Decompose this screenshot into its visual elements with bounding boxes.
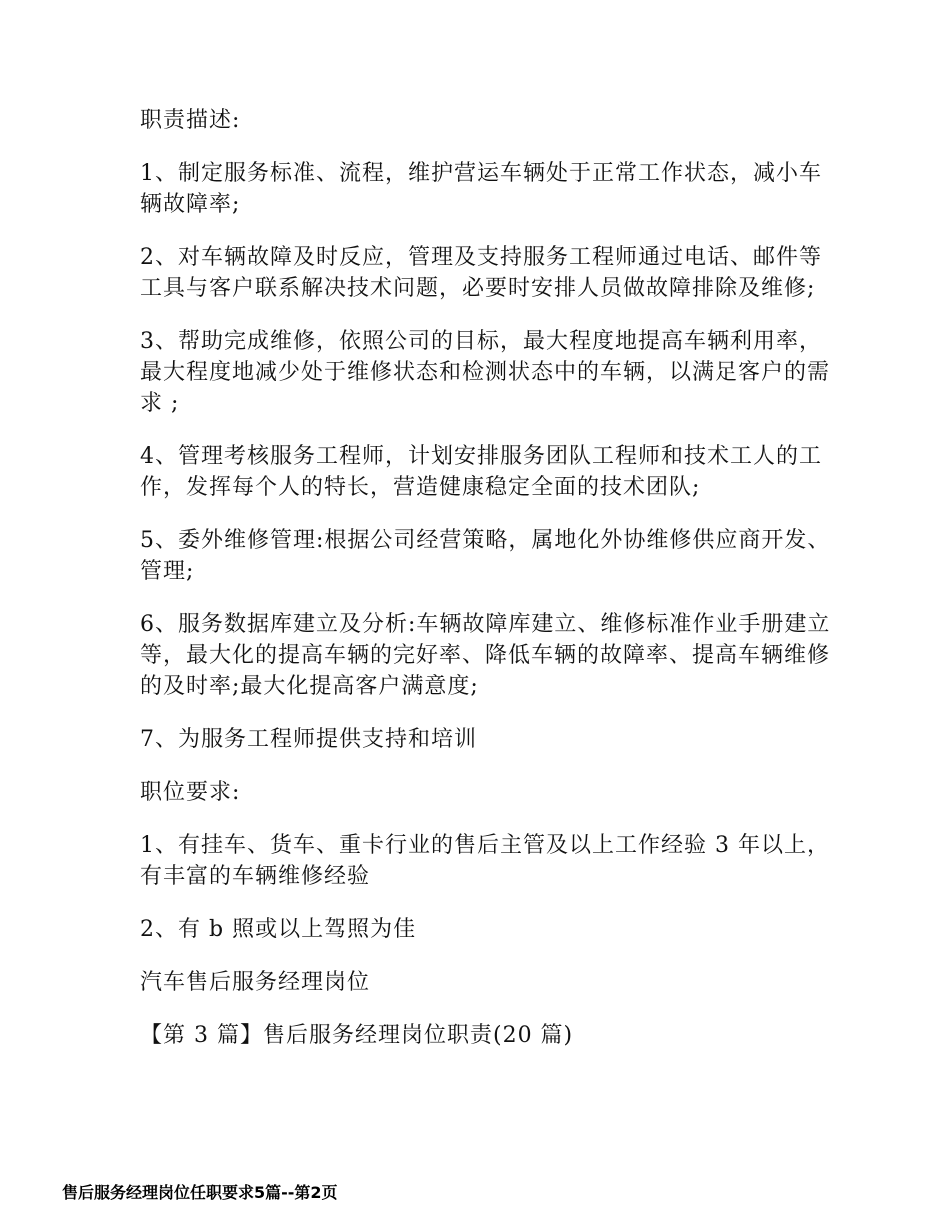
duty-item-7: 7、为服务工程师提供支持和培训 [140, 727, 477, 752]
document-body [140, 105, 840, 1073]
duty-item-6: 6、服务数据库建立及分析:车辆故障库建立、维修标准作业手册建立等，最大化的提高车辆的完好率、降低车辆的故障率、提高车辆维修的及时率;最大化提高客户满意度; [140, 612, 831, 699]
requirement-item-2: 2、有 b 照或以上驾照为佳 [140, 917, 417, 942]
duty-item-3: 3、帮助完成维修，依照公司的目标，最大程度地提高车辆利用率，最大程度地减少处于维修状态和检测状态中的车辆，以满足客户的需求 ; [140, 329, 831, 416]
article-heading: 【第 3 篇】售后服务经理岗位职责(20 篇) [140, 1023, 574, 1048]
section-title: 汽车售后服务经理岗位 [140, 970, 371, 995]
duty-item-1: 1、制定服务标准、流程，维护营运车辆处于正常工作状态，减小车辆故障率; [140, 161, 822, 217]
requirement-item-1: 1、有挂车、货车、重卡行业的售后主管及以上工作经验 3 年以上，有丰富的车辆维修经验 [140, 833, 830, 889]
duty-item-5: 5、委外维修管理:根据公司经营策略，属地化外协维修供应商开发、管理; [140, 528, 831, 584]
duty-item-2: 2、对车辆故障及时反应，管理及支持服务工程师通过电话、邮件等工具与客户联系解决技术问题，必要时安排人员做故障排除及维修; [140, 245, 822, 301]
section-heading-requirements: 职位要求: [140, 780, 241, 805]
section-heading-duties: 职责描述: [140, 108, 241, 133]
page-footer: 售后服务经理岗位任职要求5篇--第2页 [62, 1183, 338, 1202]
duty-item-4: 4、管理考核服务工程师，计划安排服务团队工程师和技术工人的工作，发挥每个人的特长，营造健康稳定全面的技术团队; [140, 444, 822, 500]
